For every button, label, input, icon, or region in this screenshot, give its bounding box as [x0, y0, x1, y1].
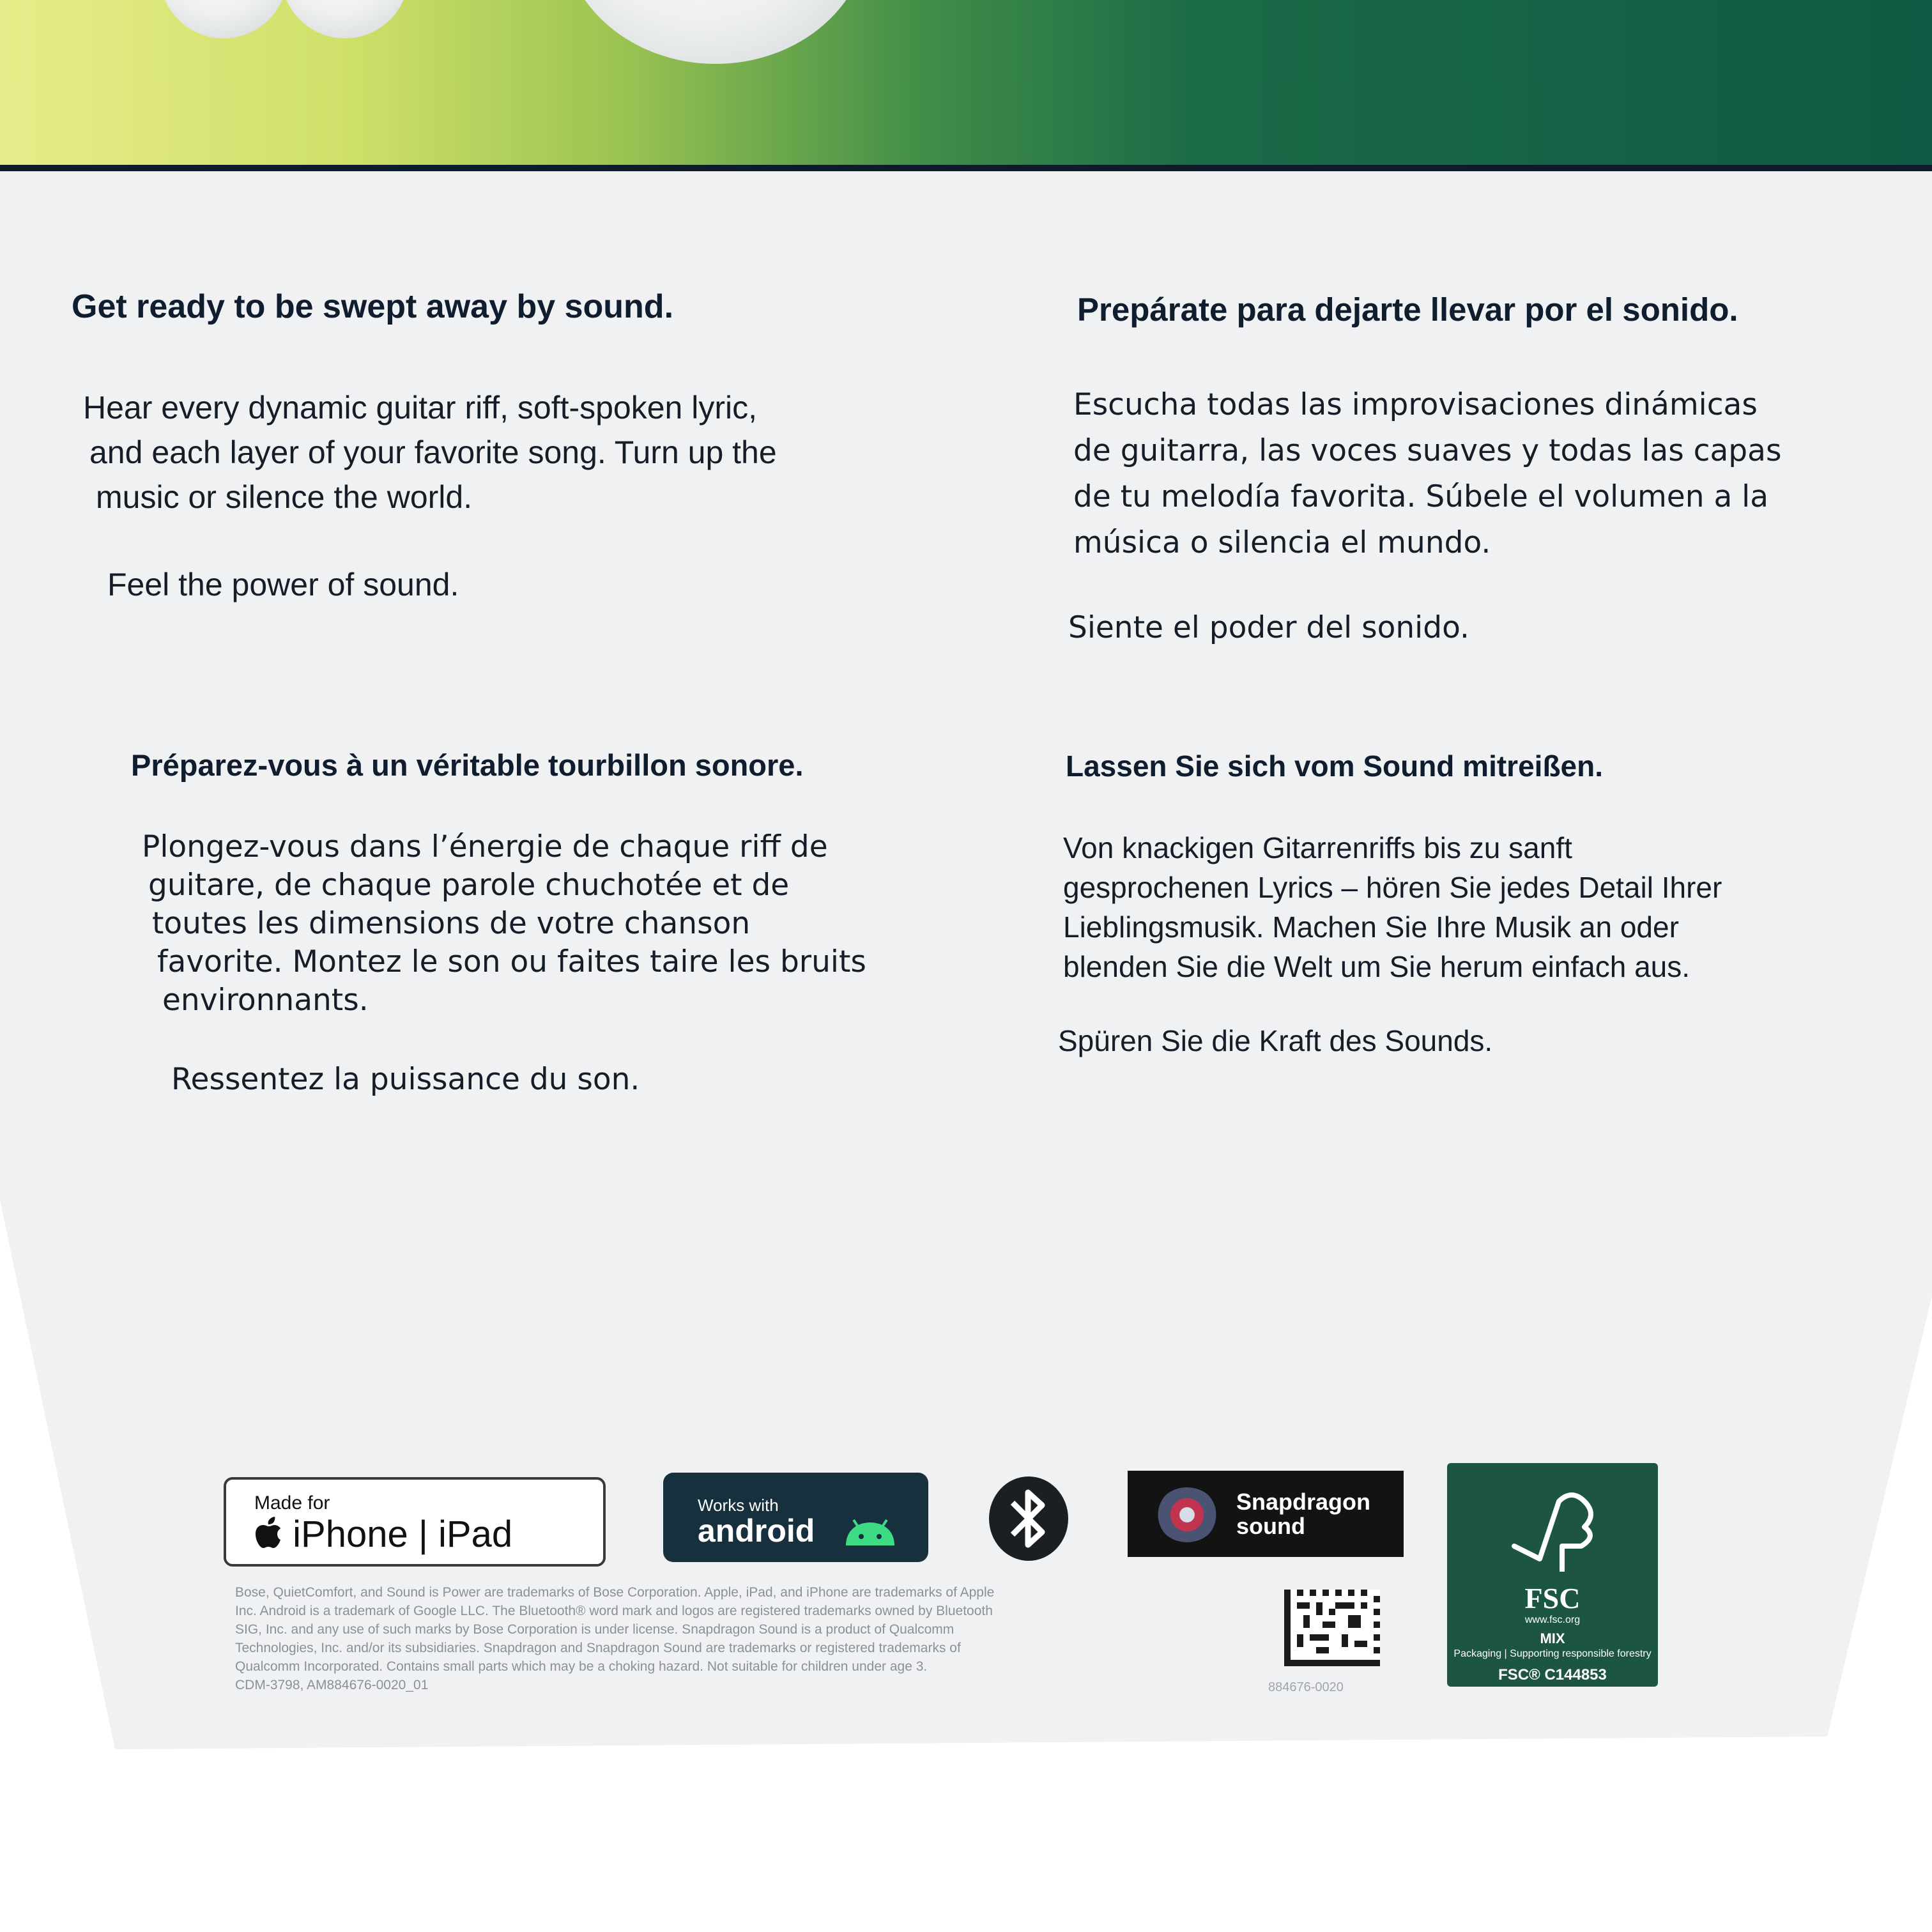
french-tagline: Ressentez la puissance du son. [171, 1062, 640, 1097]
works-with-android-badge [663, 1473, 928, 1562]
german-line-2: gesprochenen Lyrics – hören Sie jedes Detail Ihrer [1063, 871, 1722, 904]
apple-badge-small-text: Made for [254, 1492, 330, 1514]
french-body [142, 828, 866, 1020]
legal-line-2: Inc. Android is a trademark of Google LLC. The Bluetooth® word mark and logos are registered trademarks owned by Bluetooth [235, 1604, 993, 1618]
french-line-1: Plongez-vous dans l’énergie de chaque riff de [142, 829, 828, 864]
spanish-line-3: de tu melodía favorita. Súbele el volumen a la [1073, 479, 1769, 514]
snapdragon-line-1: Snapdragon [1236, 1489, 1371, 1515]
fsc-certification-badge [1447, 1463, 1658, 1687]
german-line-3: Lieblingsmusik. Machen Sie Ihre Musik an oder [1063, 910, 1679, 944]
fsc-tree-icon [1501, 1476, 1604, 1578]
fsc-packaging-text: Packaging | Supporting responsible forestry [1453, 1648, 1652, 1659]
english-line-2: and each layer of your favorite song. Turn up the [89, 434, 777, 470]
snapdragon-sound-badge [1128, 1471, 1404, 1557]
french-line-2: guitare, de chaque parole chuchotée et de [148, 868, 790, 903]
legal-line-1: Bose, QuietComfort, and Sound is Power are trademarks of Bose Corporation. Apple, iPad, and iPhone are trademarks of Apple [235, 1585, 995, 1600]
data-matrix-barcode [1284, 1590, 1380, 1666]
french-line-5: environnants. [162, 983, 369, 1018]
spanish-body [1073, 382, 1781, 566]
legal-line-6: CDM-3798, AM884676-0020_01 [235, 1678, 429, 1692]
android-badge-small-text: Works with [698, 1496, 779, 1515]
spanish-line-4: música o silencia el mundo. [1073, 525, 1491, 560]
german-body [1063, 828, 1722, 986]
fsc-name: FSC [1524, 1582, 1581, 1614]
spanish-line-1: Escucha todas las improvisaciones dinámicas [1073, 387, 1758, 422]
earbud-image-left [160, 0, 288, 38]
legal-fine-print [235, 1583, 1257, 1694]
french-line-4: favorite. Montez le son ou faites taire les bruits [157, 944, 866, 979]
bluetooth-icon [987, 1476, 1070, 1562]
german-heading: Lassen Sie sich vom Sound mitreißen. [1066, 749, 1604, 783]
german-tagline: Spüren Sie die Kraft des Sounds. [1058, 1024, 1493, 1057]
english-heading: Get ready to be swept away by sound. [72, 288, 674, 325]
earbud-image-right [281, 0, 409, 38]
barcode-number: 884676-0020 [1268, 1680, 1344, 1694]
english-body [83, 385, 777, 519]
snapdragon-line-2: sound [1236, 1513, 1305, 1539]
english-line-1: Hear every dynamic guitar riff, soft-spoken lyric, [83, 390, 758, 425]
made-for-iphone-ipad-badge [224, 1477, 606, 1567]
snapdragon-icon [1156, 1487, 1218, 1542]
apple-badge-devices: iPhone | iPad [293, 1514, 513, 1555]
snapdragon-badge-text [1236, 1490, 1370, 1538]
english-line-3: music or silence the world. [96, 479, 473, 515]
spanish-tagline: Siente el poder del sonido. [1068, 610, 1469, 645]
charging-case-image [562, 0, 869, 64]
fsc-license-code: FSC® C144853 [1498, 1666, 1607, 1683]
legal-line-5: Qualcomm Incorporated. Contains small parts which may be a choking hazard. Not suitable for children under age 3. [235, 1659, 928, 1674]
fsc-website: www.fsc.org [1524, 1614, 1581, 1625]
french-line-3: toutes les dimensions de votre chanson [152, 906, 751, 941]
spanish-heading: Prepárate para dejarte llevar por el sonido. [1077, 291, 1738, 328]
box-top-gradient-band [0, 0, 1932, 171]
android-badge-big-text: android [698, 1513, 815, 1549]
fsc-mix-label: MIX [1540, 1630, 1565, 1646]
german-line-1: Von knackigen Gitarrenriffs bis zu sanft [1063, 831, 1572, 864]
spanish-line-2: de guitarra, las voces suaves y todas las capas [1073, 433, 1782, 468]
apple-badge-big-text [254, 1513, 512, 1556]
french-heading: Préparez-vous à un véritable tourbillon sonore. [131, 748, 804, 782]
english-tagline: Feel the power of sound. [107, 567, 459, 602]
apple-icon [254, 1516, 282, 1549]
legal-line-3: SIG, Inc. and any use of such marks by Bose Corporation is under license. Snapdragon Sound is a product of Qualcomm [235, 1622, 954, 1637]
german-line-4: blenden Sie die Welt um Sie herum einfach aus. [1063, 950, 1690, 983]
android-icon [843, 1519, 897, 1547]
legal-line-4: Technologies, Inc. and/or its subsidiaries. Snapdragon and Snapdragon Sound are trademarks or registered trademarks of [235, 1641, 961, 1655]
